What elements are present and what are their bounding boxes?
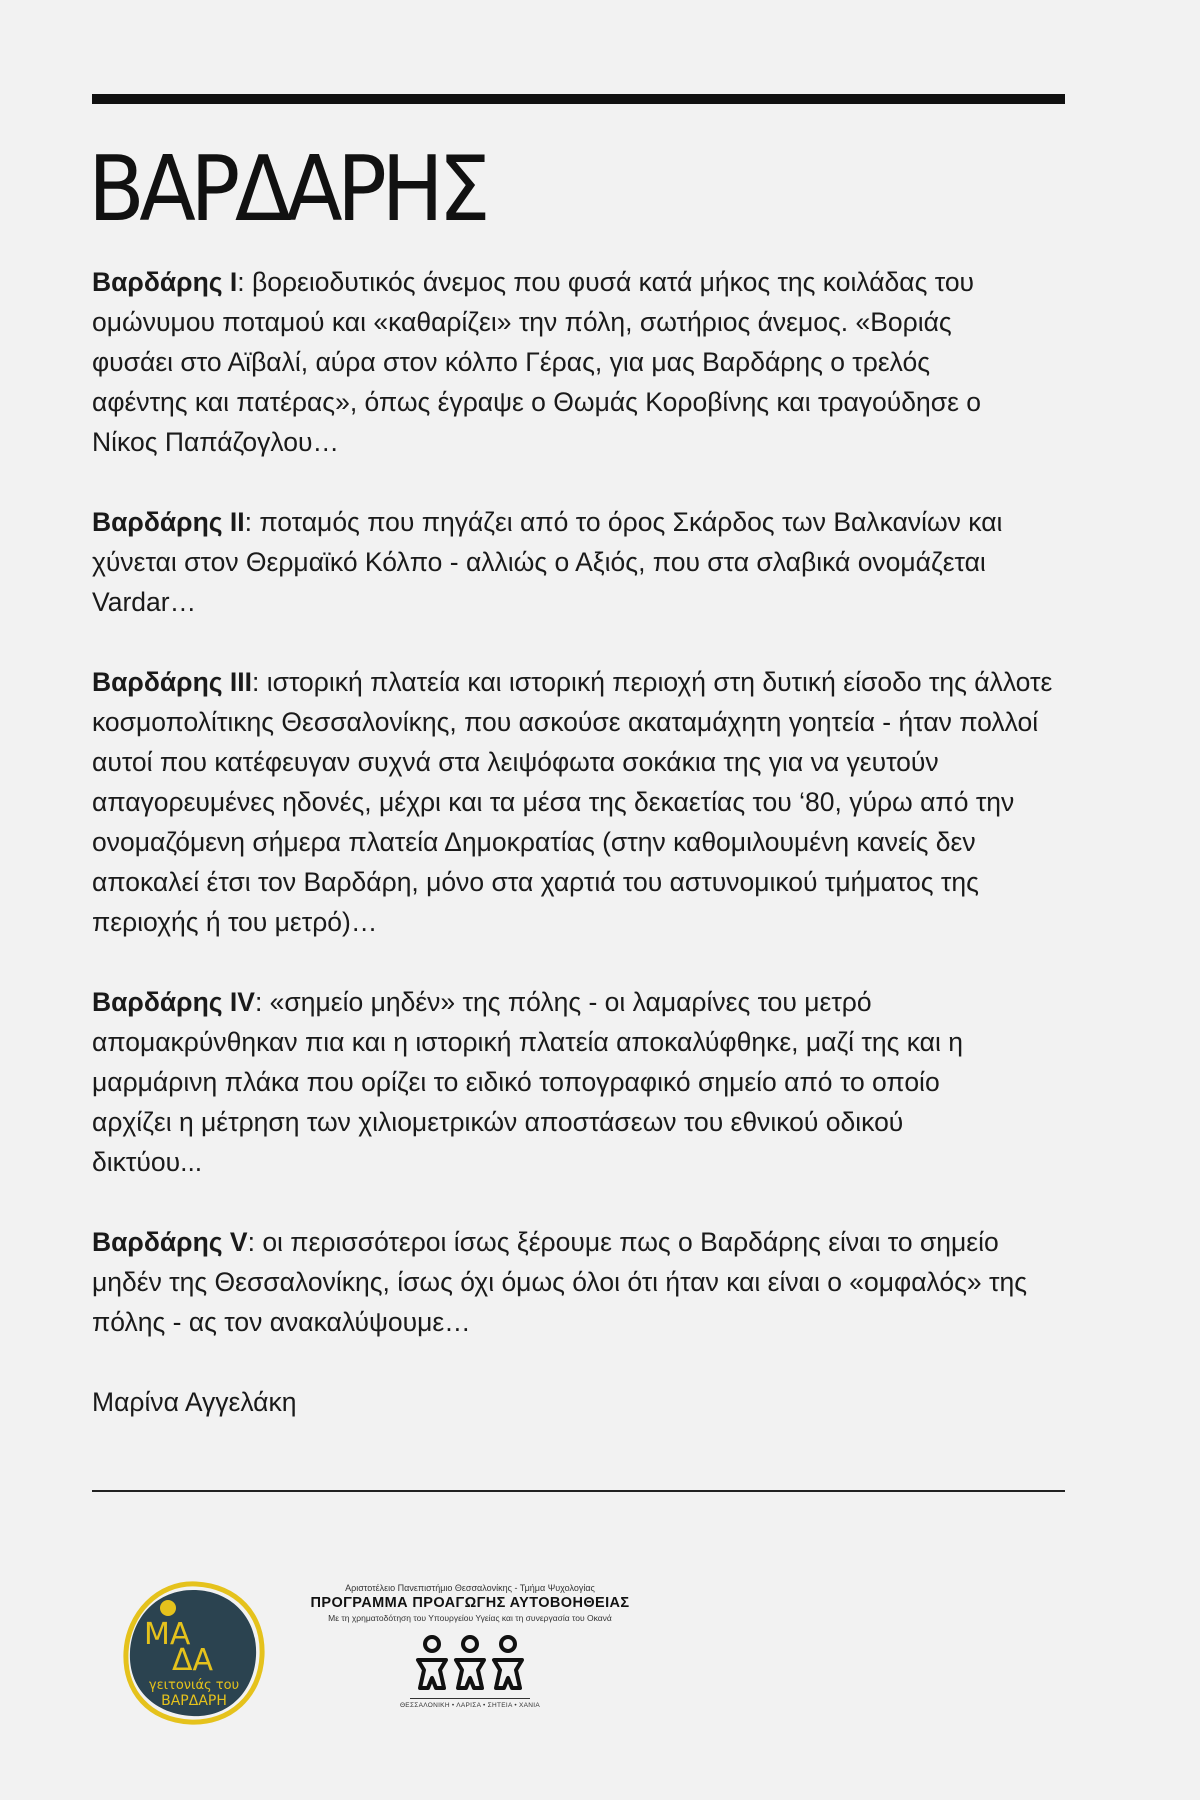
- program-divider: [410, 1698, 530, 1699]
- program-title: ΠΡΟΓΡΑΜΜΑ ΠΡΟΑΓΩΓΗΣ ΑΥΤΟΒΟΗΘΕΙΑΣ: [310, 1595, 630, 1611]
- entry-text: : οι περισσότεροι ίσως ξέρουμε πως ο Βαρδάρης είναι το σημείο μηδέν της Θεσσαλονίκης, ίσως όχι όμως όλοι ότι ήταν και είναι ο «ομφαλός» της πόλης - ας τον ανακαλύψουμε…: [92, 1227, 1027, 1337]
- entry-vardaris-1: [92, 262, 992, 462]
- article-body: [92, 262, 1077, 1422]
- entry-term: Βαρδάρης ΙΙ: [92, 507, 245, 537]
- program-funding: Με τη χρηματοδότηση του Υπουργείου Υγείας και τη συνεργασία του Οκανά: [328, 1613, 612, 1623]
- entry-vardaris-5: [92, 1222, 1062, 1342]
- entry-text: : ποταμός που πηγάζει από το όρος Σκάρδος των Βαλκανίων και χύνεται στον Θερμαϊκό Κόλπο - αλλιώς ο Αξιός, που στα σλαβικά ονομάζεται Vardar…: [92, 507, 1003, 617]
- person-figure-left: [418, 1637, 446, 1688]
- mada-logo-graphic: [118, 1578, 268, 1728]
- mada-logo-line3: γειτονιάς του: [148, 1678, 240, 1693]
- person-figure-right: [494, 1637, 522, 1688]
- entry-text: : βορειοδυτικός άνεμος που φυσά κατά μήκος της κοιλάδας του ομώνυμου ποταμού και «καθαρίζει» την πόλη, σωτήριος άνεμος. «Βοριάς φυσάει στο Αϊβαλί, αύρα στον κόλπο Γέρας, για μας Βαρδάρης ο τρελός αφέντης και πατέρας», όπως έγραψε ο Θωμάς Κοροβίνης και τραγούδησε ο Νίκος Παπάζογλου…: [92, 267, 982, 457]
- program-cities: ΘΕΣΣΑΛΟΝΙΚΗ • ΛΑΡΙΣΑ • ΣΗΤΕΙΑ • ΧΑΝΙΑ: [399, 1702, 541, 1709]
- mada-logo-dot: [160, 1600, 176, 1616]
- mada-logo-line4: ΒΑΡΔΑΡΗ: [161, 1693, 227, 1709]
- entry-vardaris-3: [92, 662, 1057, 942]
- program-logo: [300, 1582, 640, 1711]
- mada-logo-line1: ΜΑ: [144, 1617, 191, 1652]
- person-figure-center: [456, 1637, 484, 1688]
- page-title: ΒΑΡΔΑΡΗΣ: [88, 137, 486, 242]
- program-university: Αριστοτέλειο Πανεπιστήμιο Θεσσαλονίκης - Τμήμα Ψυχολογίας: [345, 1583, 595, 1593]
- author-signature: Μαρίνα Αγγελάκη: [92, 1387, 297, 1417]
- entry-vardaris-4: [92, 982, 1012, 1182]
- entry-term: Βαρδάρης V: [92, 1227, 248, 1257]
- entry-term: Βαρδάρης Ι: [92, 267, 238, 297]
- top-rule: [92, 94, 1065, 104]
- mada-logo: [118, 1578, 268, 1728]
- entry-term: Βαρδάρης ΙΙΙ: [92, 667, 252, 697]
- entry-text: : ιστορική πλατεία και ιστορική περιοχή στη δυτική είσοδο της άλλοτε κοσμοπολίτικης Θεσσαλονίκης, που ασκούσε ακαταμάχητη γοητεία - ήταν πολλοί αυτοί που κατέφευγαν συχνά στα λειψόφωτα σοκάκια της για να γευτούν απαγορευμένες ηδονές, μέχρι και τα μέσα της δεκαετίας του ‘80, γύρω από την ονομαζόμενη σήμερα πλατεία Δημοκρατίας (στην καθομιλουμένη κανείς δεν αποκαλεί έτσι τον Βαρδάρη, μόνο στα χαρτιά του αστυνομικού τμήματος της περιοχής ή του μετρό)…: [92, 667, 1053, 937]
- entry-text: : «σημείο μηδέν» της πόλης - οι λαμαρίνες του μετρό απομακρύνθηκαν πια και η ιστορική πλατεία αποκαλύφθηκε, μαζί της και η μαρμάρινη πλάκα που ορίζει το ειδικό τοπογραφικό σημείο από το οποίο αρχίζει η μέτρηση των χιλιομετρικών αποστάσεων του εθνικού οδικού δικτύου...: [92, 987, 963, 1177]
- three-people-icon: [410, 1632, 530, 1696]
- entry-term: Βαρδάρης ΙV: [92, 987, 255, 1017]
- entry-vardaris-2: [92, 502, 1077, 622]
- bottom-rule: [92, 1490, 1065, 1492]
- mada-logo-line2: ΔΑ: [172, 1643, 214, 1678]
